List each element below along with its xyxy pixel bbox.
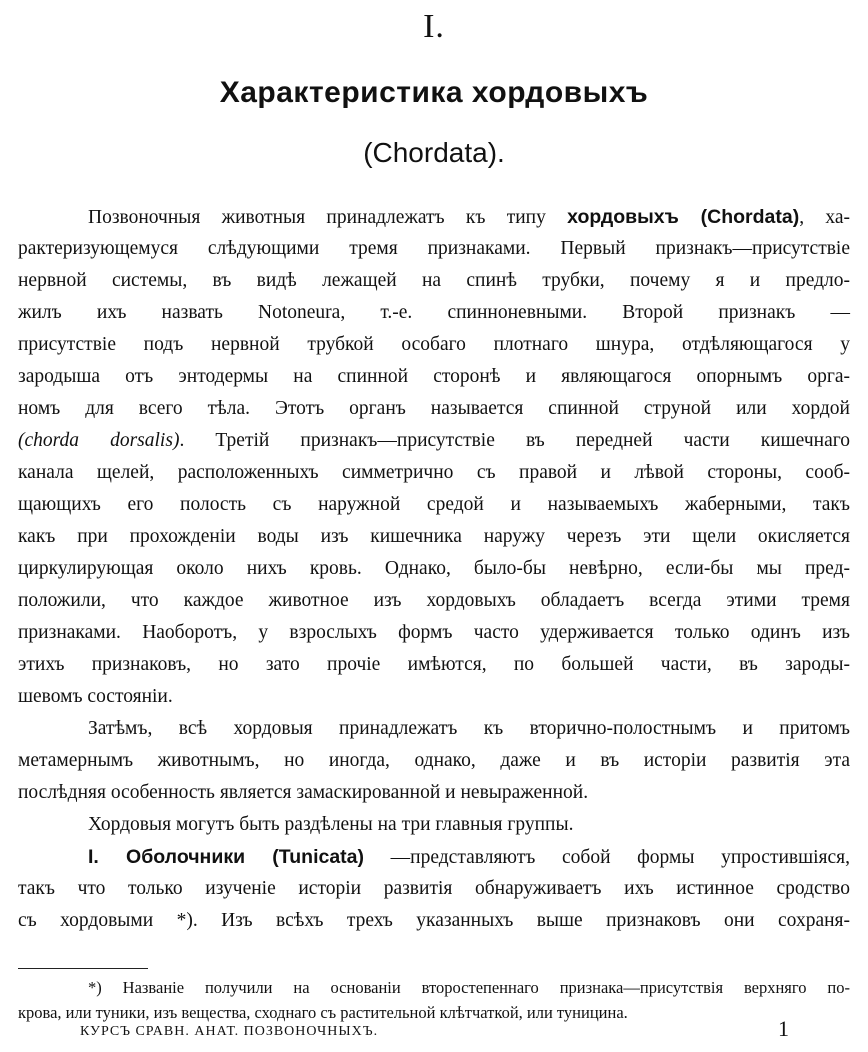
footnote-line: *) Названіе получили на основаніи второстепеннаго признака—присутствія верхняго по-	[88, 978, 850, 997]
paragraph-1-line: канала щелей, расположенныхъ симметрично съ правой и лѣвой стороны, сооб-	[18, 462, 850, 483]
paragraph-1-line: циркулирующая около нихъ кровь. Однако, было-бы невѣрно, если-бы мы пред-	[18, 558, 850, 579]
chapter-title: Характеристика хордовыхъ	[219, 76, 649, 109]
paragraph-1-line	[18, 425, 850, 457]
chapter-subtitle: (Chordata).	[363, 137, 505, 168]
text-run: , ха-	[799, 207, 850, 228]
text-run: Позвоночныя животныя принадлежатъ къ типу	[88, 207, 568, 228]
chapter-number: I.	[423, 8, 445, 45]
text-run: —представляютъ собой формы упростившіяся,	[364, 847, 851, 868]
text-run: . Третій признакъ—присутствіе въ передней части кишечнаго	[179, 430, 850, 451]
italic-term-chorda-dorsalis: (chorda dorsalis)	[18, 430, 180, 451]
paragraph-1-line: присутствіе подъ нервной трубкой особаго плотнаго шнура, отдѣляющагося у	[18, 334, 850, 355]
footnote-separator	[18, 968, 148, 969]
bold-term-chordata: хордовыхъ (Chordata)	[567, 206, 800, 228]
paragraph-1-line: щающихъ его полость съ наружной средой и называемыхъ жаберными, такъ	[18, 494, 850, 515]
paragraph-3-line: Хордовыя могутъ быть раздѣлены на три главныя группы.	[88, 814, 574, 835]
paragraph-1-line: положили, что каждое животное изъ хордовыхъ обладаетъ всегда этими тремя	[18, 590, 850, 611]
bold-term-tunicata: I. Оболочники (Tunicata)	[88, 846, 365, 868]
footnote-line: крова, или туники, изъ вещества, сходнаго съ растительной клѣтчаткой, или туницина.	[18, 1003, 628, 1022]
paragraph-1-line: шевомъ состояніи.	[18, 686, 173, 707]
paragraph-1-line	[18, 201, 850, 233]
page-number: 1	[778, 1016, 789, 1041]
paragraph-1-line: рактеризующемуся слѣдующими тремя признаками. Первый признакъ—присутствіе	[18, 238, 850, 259]
paragraph-1-line: зародыша отъ энтодермы на спинной сторонѣ и являющагося опорнымъ орга-	[18, 366, 850, 387]
paragraph-1-line: какъ при прохожденіи воды изъ кишечника наружу черезъ эти щели окисляется	[18, 526, 850, 547]
paragraph-4-line	[18, 841, 850, 873]
paragraph-2-line: Затѣмъ, всѣ хордовыя принадлежатъ къ вторично-полостнымъ и притомъ	[88, 718, 850, 739]
running-footer: КУРСЪ СРАВН. АНАТ. ПОЗВОНОЧНЫХЪ.	[80, 1024, 379, 1039]
paragraph-2-line: метамернымъ животнымъ, но иногда, однако, даже и въ исторіи развитія эта	[18, 750, 850, 771]
paragraph-1-line: нервной системы, въ видѣ лежащей на спинѣ трубки, почему я и предло-	[18, 270, 850, 291]
paragraph-4-line: такъ что только изученіе исторіи развитія обнаруживаетъ ихъ истинное сродство	[18, 878, 850, 899]
paragraph-2-line: послѣдняя особенность является замаскированной и невыраженной.	[18, 782, 589, 803]
paragraph-1-line: жилъ ихъ назвать Notoneura, т.-е. спинноневными. Второй признакъ —	[18, 302, 850, 323]
paragraph-1-line: номъ для всего тѣла. Этотъ органъ называется спинной струной или хордой	[18, 398, 850, 419]
paragraph-1-line: признаками. Наоборотъ, у взрослыхъ формъ часто удерживается только одинъ изъ	[18, 622, 850, 643]
paragraph-4-line: съ хордовыми *). Изъ всѣхъ трехъ указанныхъ выше признаковъ они сохраня-	[18, 910, 850, 931]
paragraph-1-line: этихъ признаковъ, но зато прочіе имѣются, по большей части, въ зароды-	[18, 654, 850, 675]
